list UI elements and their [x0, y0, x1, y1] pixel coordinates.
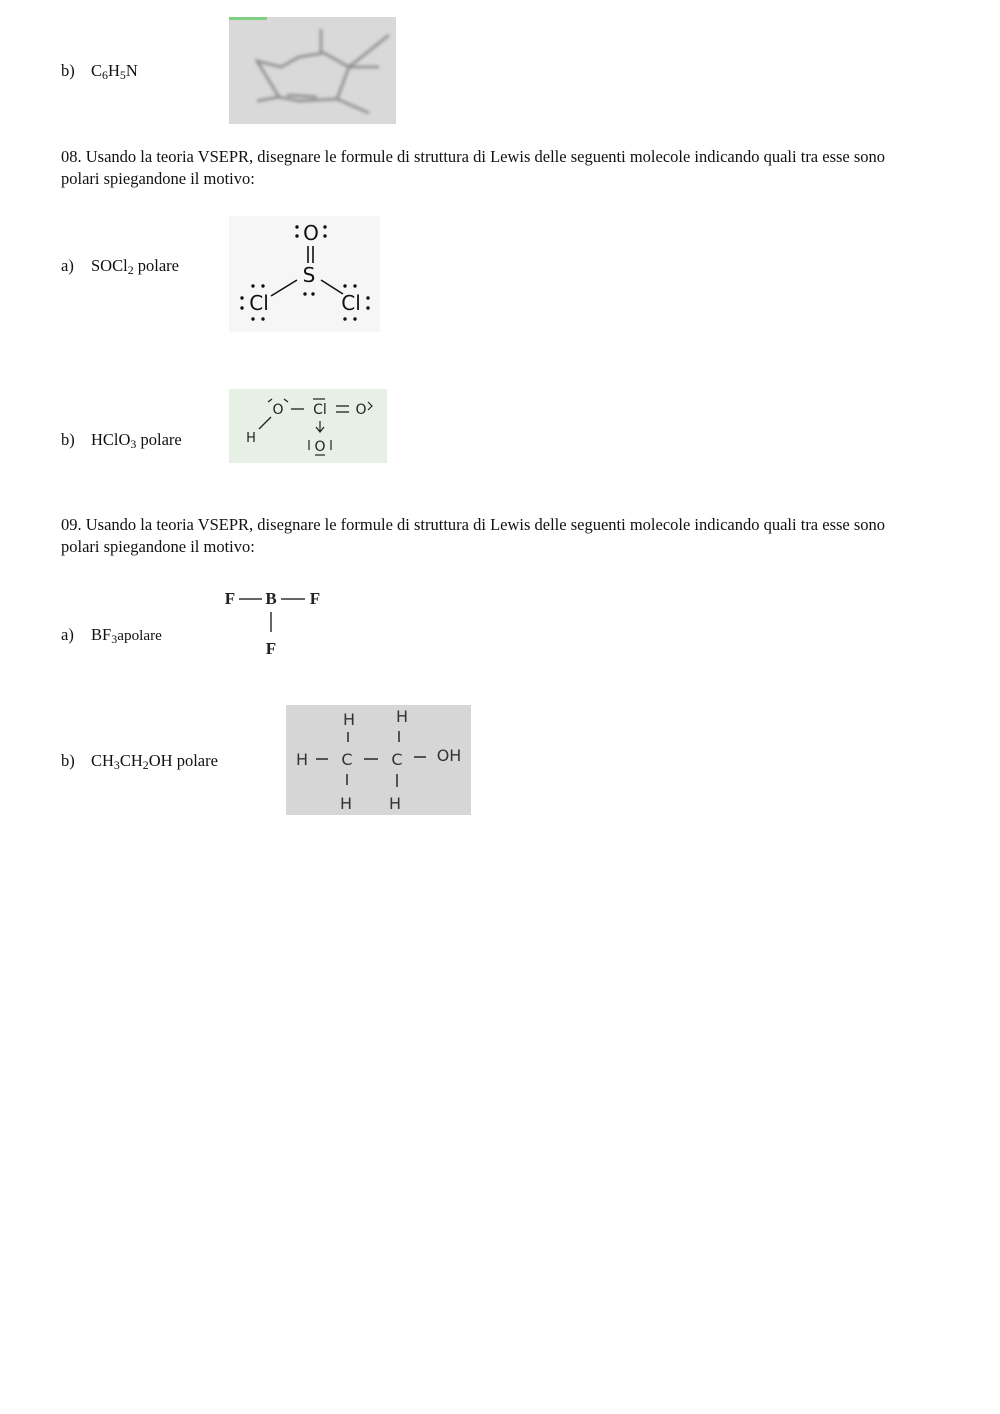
formula-subscript: 5 [119, 67, 126, 82]
bonds [316, 731, 426, 787]
ethanol-structure [286, 705, 471, 815]
formula-part: OH [148, 751, 173, 770]
chlorine-left-atom: Cl [249, 291, 269, 315]
item-letter: b) [61, 61, 75, 80]
q09-item-b-label [61, 751, 218, 773]
q08-item-b-label [61, 430, 182, 452]
fluorine-right-atom: F [309, 589, 321, 608]
hydrogen-left: H [295, 750, 309, 769]
chlorine-right-atom: Cl [341, 291, 361, 315]
formula [91, 625, 117, 644]
verdict: polare [140, 430, 182, 449]
chlorine-atom: Cl [313, 402, 327, 418]
formula [91, 256, 134, 275]
bf3-structure-image [219, 584, 329, 664]
socl2-lewis-structure [229, 216, 380, 332]
oxygen-1-atom: O [272, 402, 284, 418]
hydrogen-top-2: H [395, 707, 409, 726]
formula-subscript: 3 [113, 757, 120, 772]
formula-part: CH [119, 751, 143, 770]
hclo3-structure-image [229, 389, 387, 463]
q09-item-a-label [61, 625, 162, 647]
formula-subscript: 3 [130, 436, 137, 451]
green-mark [229, 17, 267, 20]
pyridine-sketch [229, 17, 396, 124]
oxygen-2-atom: O [355, 402, 367, 418]
formula-subscript: 3 [111, 631, 118, 646]
bf3-lewis-structure [219, 584, 329, 664]
oxygen-atom: O [303, 221, 319, 245]
blurred-ring [257, 29, 389, 113]
item-letter: b) [61, 751, 75, 770]
socl2-structure-image [229, 216, 380, 332]
oxygen-3-atom: O [314, 439, 326, 455]
formula-part: H [107, 61, 120, 80]
item-letter: a) [61, 625, 74, 644]
hydrogen-atom: H [246, 431, 256, 446]
formula-part: BF [91, 625, 112, 644]
fluorine-left-atom: F [224, 589, 236, 608]
formula-subscript: 2 [142, 757, 149, 772]
formula-part: C [91, 61, 103, 80]
formula-part: SOCl [91, 256, 128, 275]
formula-part: CH [91, 751, 114, 770]
verdict: polare [176, 751, 218, 770]
q07-item-b-label [61, 61, 138, 83]
fluorine-bottom-atom: F [265, 639, 277, 658]
pyridine-structure-image [229, 17, 396, 124]
formula-subscript: 2 [127, 262, 134, 277]
item-letter: a) [61, 256, 74, 275]
item-letter: b) [61, 430, 75, 449]
verdict: apolare [117, 627, 162, 644]
question-08-text: 08. Usando la teoria VSEPR, disegnare le formule di struttura di Lewis delle seguenti molecole indicando quali tra esse sono polari spiegandone il motivo: [61, 147, 886, 188]
q08-item-a-label [61, 256, 179, 278]
hydrogen-bottom-1: H [339, 794, 353, 813]
hydrogen-bottom-2: H [388, 794, 402, 813]
verdict: polare [137, 256, 179, 275]
carbon-1: C [341, 750, 353, 769]
formula [91, 751, 173, 770]
hclo3-lewis-structure [229, 389, 387, 463]
formula [91, 61, 138, 80]
formula-subscript: 6 [102, 67, 108, 82]
hydroxyl-group: OH [436, 746, 462, 765]
ethanol-structure-image [286, 705, 471, 815]
carbon-2: C [391, 750, 403, 769]
hydrogen-top-1: H [342, 710, 356, 729]
formula [91, 430, 136, 449]
formula-part: N [125, 61, 138, 80]
question-09-text: 09. Usando la teoria VSEPR, disegnare le formule di struttura di Lewis delle seguenti molecole indicando quali tra esse sono polari spiegandone il motivo: [61, 515, 886, 556]
boron-atom: B [265, 589, 277, 608]
sulfur-atom: S [302, 263, 316, 287]
formula-part: HClO [91, 430, 131, 449]
